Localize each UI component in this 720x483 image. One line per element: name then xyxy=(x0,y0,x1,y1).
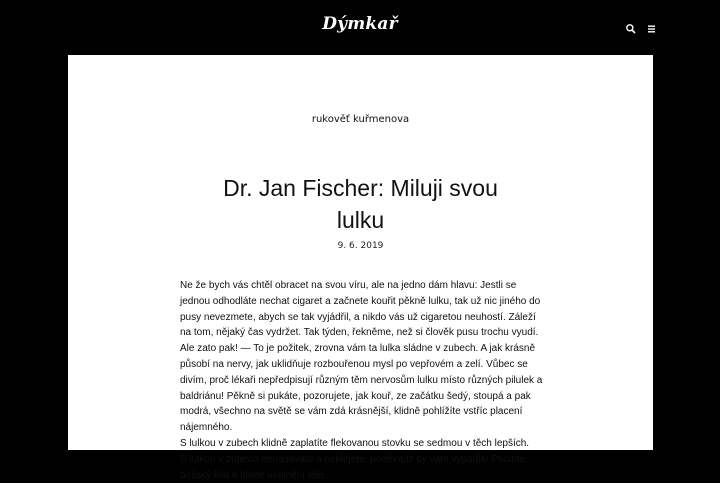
article-title: Dr. Jan Fischer: Miluji svou lulku xyxy=(223,175,498,233)
article-body xyxy=(180,278,545,483)
hamburger-menu-icon[interactable] xyxy=(645,21,659,35)
search-icon[interactable] xyxy=(624,21,638,35)
site-logo[interactable]: Dýmkař xyxy=(322,14,398,34)
search-icon-graphic xyxy=(624,22,638,36)
article-page xyxy=(68,55,653,481)
top-bar xyxy=(0,0,720,55)
article-paragraph: S lulkou v zubech nenadáváte a neklejete, poněvadž by vám vypadla! Pocítíte božský klid a blahé uvolnění těla. xyxy=(180,453,526,481)
hamburger-menu-icon-graphic xyxy=(645,22,659,36)
article-paragraph: Ne že bych vás chtěl obracet na svou víru, ale na jedno dám hlavu: Jestli se jednou odhodláte nechat cigaret a začnete kouřit pěkně lulku, tak už nic jiného do pusy nevezmete, abych se tak vyjádřil, a nikdo vás už cigaretou neuhostí. Záleží na tom, nějaký čas vydržet. Tak týden, řekněme, než si člověk pusu trochu vyudí. Ale zato pak! — To je požitek, zrovna vám ta lulka sládne v zubech. A jak krásně působí na nervy, jak uklidňuje rozbouřenou mysl po vepřovém a zelí. Vůbec se divím, proč lékaři nepředpisují různým těm nervosům lulku místo různých pilulek a baldriánu! Pěkně si pukáte, pozorujete, jak kouř, ze začátku šedý, stoupá a pak modrá, všechno na světě se vám zdá krásnější, klidně pohlížíte vstříc placení nájemného. xyxy=(180,280,543,434)
article-paragraph: S lulkou v zubech klidně zaplatíte flekovanou stovku se sedmou v těch lepších. xyxy=(180,437,530,449)
article-category[interactable]: rukověť kuřmenova xyxy=(311,114,410,125)
article-date: 9. 6. 2019 xyxy=(337,241,384,251)
